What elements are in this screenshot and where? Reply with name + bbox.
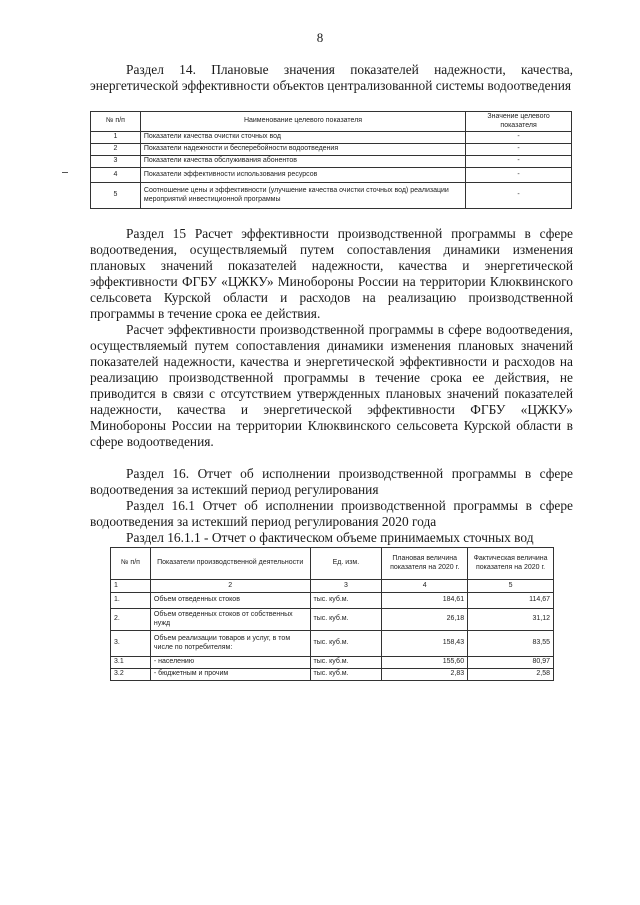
row-name: Показатели качества обслуживания абонентов [140,156,465,168]
section-16-1-1-heading: Раздел 16.1.1 - Отчет о фактическом объеме принимаемых сточных вод [126,530,534,545]
header-num: № п/п [111,548,151,580]
header-unit: Ед. изм. [310,548,382,580]
row-name: Показатели надежности и бесперебойности водоотведения [140,144,465,156]
row-value: - [466,144,572,156]
row-value: - [466,156,572,168]
row-num: 3.1 [111,657,151,669]
row-name: Объем реализации товаров и услуг, в том числе по потребителям: [150,631,310,657]
row-num: 1 [91,132,141,144]
row-num: 3 [91,156,141,168]
wastewater-volume-table [110,547,554,681]
column-number: 5 [468,580,554,593]
row-value: - [466,183,572,209]
row-name: Показатели качества очистки сточных вод [140,132,465,144]
row-name: Показатели эффективности использования ресурсов [140,168,465,183]
row-name: - бюджетным и прочим [150,669,310,681]
section-16-heading: Раздел 16. Отчет об исполнении производственной программы в сфере водоотведения за истекший период регулирования [90,466,573,497]
row-unit: тыс. куб.м. [310,669,382,681]
section-15-paragraph-1: Раздел 15 Расчет эффективности производственной программы в сфере водоотведения, осуществляемый путем сопоставления динамики изменения плановых значений показателей надежности, качества и энергетической эффективности ФГБУ «ЦЖКУ» Минобороны России на территории Клюквинского сельсовета Курской области и расходов на реализацию производственной программы в течение срока ее действия. [90,226,573,321]
row-num: 3. [111,631,151,657]
row-plan: 158,43 [382,631,468,657]
table-row [111,631,554,657]
row-num: 4 [91,168,141,183]
row-plan: 155,60 [382,657,468,669]
table-row [111,593,554,609]
table-row [91,183,572,209]
row-num: 5 [91,183,141,209]
column-number: 3 [310,580,382,593]
row-name: Объем отведенных стоков от собственных нужд [150,609,310,631]
row-name: Соотношение цены и эффективности (улучшение качества очистки сточных вод) реализации мероприятий инвестиционной программы [140,183,465,209]
table-row [91,144,572,156]
row-name: Объем отведенных стоков [150,593,310,609]
section-16-1-heading: Раздел 16.1 Отчет об исполнении производственной программы в сфере водоотведения за истекший период регулирования 2020 года [90,498,573,529]
page-number: 8 [316,30,324,45]
section-15-paragraph-2: Расчет эффективности производственной программы в сфере водоотведения, осуществляемый путем сопоставления динамики изменения плановых значений показателей надежности, качества и энергетической эффективности и расходов на реализацию производственной программы в течение срока ее действия, не приводится в связи с отсутствием утвержденных плановых значений показателей надежности, качества и энергетической эффективности ФГБУ «ЦЖКУ» Минобороны России на территории Клюквинского сельсовета Курской области в сфере водоотведения. [90,322,573,449]
header-fact: Фактическая величина показателя на 2020 г. [468,548,554,580]
column-number: 4 [382,580,468,593]
row-name: - населению [150,657,310,669]
row-value: - [466,168,572,183]
row-num: 1. [111,593,151,609]
section-14-heading: Раздел 14. Плановые значения показателей надежности, качества, энергетической эффективности объектов централизованной системы водоотведения [90,62,573,93]
table-row [91,132,572,144]
table-header-row [111,548,554,580]
column-number: 2 [150,580,310,593]
row-fact: 80,97 [468,657,554,669]
margin-mark [62,172,68,173]
row-num: 2 [91,144,141,156]
row-num: 2. [111,609,151,631]
table-row [91,156,572,168]
row-fact: 2,58 [468,669,554,681]
row-value: - [466,132,572,144]
row-num: 3.2 [111,669,151,681]
column-number: 1 [111,580,151,593]
row-fact: 31,12 [468,609,554,631]
row-unit: тыс. куб.м. [310,631,382,657]
table-row [111,657,554,669]
row-unit: тыс. куб.м. [310,593,382,609]
row-plan: 184,61 [382,593,468,609]
row-fact: 114,67 [468,593,554,609]
row-unit: тыс. куб.м. [310,609,382,631]
table-row [91,168,572,183]
row-plan: 2,83 [382,669,468,681]
header-num: № п/п [91,112,141,132]
row-plan: 26,18 [382,609,468,631]
row-fact: 83,55 [468,631,554,657]
header-target-value: Значение целевого показателя [466,112,572,132]
header-plan: Плановая величина показателя на 2020 г. [382,548,468,580]
table-header-row [91,112,572,132]
target-indicators-table [90,111,572,209]
column-number-row [111,580,554,593]
header-indicator: Показатели производственной деятельности [150,548,310,580]
table-row [111,609,554,631]
row-unit: тыс. куб.м. [310,657,382,669]
table-row [111,669,554,681]
header-indicator-name: Наименование целевого показателя [140,112,465,132]
